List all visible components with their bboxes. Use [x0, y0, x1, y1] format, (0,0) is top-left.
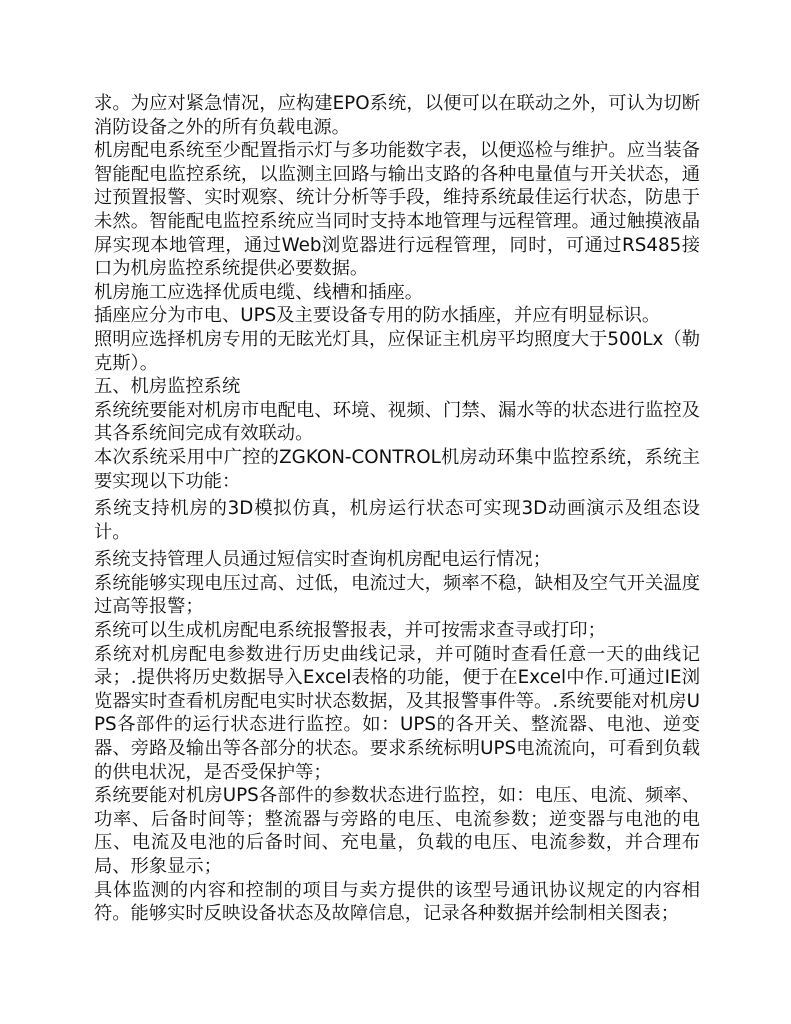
- paragraph-power-distribution-monitoring: 机房配电系统至少配置指示灯与多功能数字表，以便巡检与维护。应当装备智能配电监控系统，以监测主回路与输出支路的各种电量值与开关状态，通过预置报警、实时观察、统计分析等手段，维持系统最佳运行状态，防患于未然。智能配电监控系统应当同时支持本地管理与远程管理。通过触摸液晶屏实现本地管理，通过Web浏览器进行远程管理，同时，可通过RS485接口为机房监控系统提供必要数据。: [94, 140, 700, 280]
- section-heading-monitoring-system: 五、机房监控系统: [94, 376, 241, 398]
- paragraph-system-intro: 本次系统采用中广控的ZGKON-CONTROL机房动环集中监控系统，系统主要实现以下功能：: [94, 446, 700, 492]
- paragraph-cables-and-sockets: 机房施工应选择优质电缆、线槽和插座。: [94, 281, 424, 303]
- paragraph-ups-parameters: 系统要能对机房UPS各部件的参数状态进行监控，如：电压、电流、频率、功率、后备时间等；整流器与旁路的电压、电流参数；逆变器与电池的电压、电流及电池的后备时间、充电量，负载的电压、电流参数，并合理布局、形象显示；: [94, 785, 700, 877]
- paragraph-sms-query: 系统支持管理人员通过短信实时查询机房配电运行情况；: [94, 549, 552, 571]
- paragraph-alarms: 系统能够实现电压过高、过低，电流过大，频率不稳，缺相及空气开关温度过高等报警；: [94, 572, 700, 618]
- paragraph-socket-types: 插座应分为市电、UPS及主要设备专用的防水插座，并应有明显标识。: [94, 305, 661, 327]
- paragraph-history-and-ups-status: 系统对机房配电参数进行历史曲线记录，并可随时查看任意一天的曲线记录；.提供将历史数据导入Excel表格的功能，便于在Excel中作.可通过IE浏览器实时查看机房配电实时状态数据，及其报警事件等。.系统要能对机房UPS各部件的运行状态进行监控。如：UPS的各开关、整流器、电池、逆变器、旁路及输出等各部分的状态。要求系统标明UPS电流流向，可看到负载的供电状况，是否受保护等；: [94, 643, 700, 783]
- paragraph-epo-system: 求。为应对紧急情况，应构建EPO系统，以便可以在联动之外，可认为切断消防设备之外的所有负载电源。: [94, 93, 700, 138]
- document-body: [94, 92, 700, 926]
- paragraph-monitoring-scope: 系统统要能对机房市电配电、环境、视频、门禁、漏水等的状态进行监控及其各系统间完成有效联动。: [94, 399, 700, 445]
- paragraph-3d-simulation: 系统支持机房的3D模拟仿真，机房运行状态可实现3D动画演示及组态设计。: [94, 498, 700, 543]
- paragraph-lighting: 照明应选择机房专用的无眩光灯具，应保证主机房平均照度大于500Lx（勒克斯）。: [94, 328, 700, 374]
- paragraph-protocol-compliance: 具体监测的内容和控制的项目与卖方提供的该型号通讯协议规定的内容相符。能够实时反映设备状态及故障信息，记录各种数据并绘制相关图表；: [94, 879, 700, 925]
- paragraph-alarm-reports: 系统可以生成机房配电系统报警报表，并可按需求查寻或打印；: [94, 620, 606, 642]
